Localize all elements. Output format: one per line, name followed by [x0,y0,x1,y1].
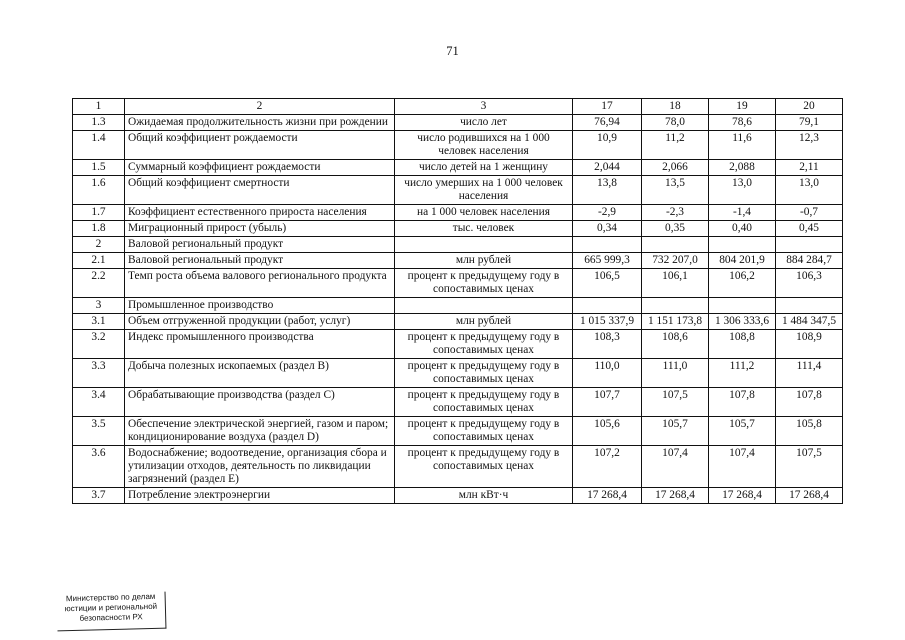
table-header-row [73,99,843,115]
value-cell: 106,3 [776,269,843,298]
value-cell: 76,94 [573,115,642,131]
registration-stamp [57,592,167,632]
value-cell: 111,4 [776,359,843,388]
indicator-name-cell: Добыча полезных ископаемых (раздел B) [125,359,395,388]
value-cell: 884 284,7 [776,253,843,269]
stamp-line: юстиции и региональной [64,601,158,614]
header-cell: 19 [709,99,776,115]
unit-cell: число умерших на 1 000 человек населения [395,176,573,205]
value-cell: 107,5 [776,446,843,488]
table-row [73,298,843,314]
indicator-name-cell: Валовой региональный продукт [125,237,395,253]
table-row [73,388,843,417]
value-cell: -1,4 [709,205,776,221]
value-cell: 78,0 [642,115,709,131]
unit-cell [395,237,573,253]
value-cell: 78,6 [709,115,776,131]
table-body [73,99,843,504]
value-cell: 13,5 [642,176,709,205]
unit-cell: число детей на 1 женщину [395,160,573,176]
table-row [73,221,843,237]
value-cell: 106,5 [573,269,642,298]
value-cell: 13,8 [573,176,642,205]
indicator-name-cell: Суммарный коэффициент рождаемости [125,160,395,176]
value-cell: 13,0 [709,176,776,205]
value-cell: 107,8 [709,388,776,417]
value-cell: 0,35 [642,221,709,237]
value-cell: 0,34 [573,221,642,237]
table-row [73,314,843,330]
unit-cell: процент к предыдущему году в сопоставимых ценах [395,359,573,388]
table-row [73,115,843,131]
value-cell: 13,0 [776,176,843,205]
value-cell: 108,9 [776,330,843,359]
row-number-cell: 3.7 [73,488,125,504]
page-number: 71 [446,44,459,58]
header-cell: 17 [573,99,642,115]
row-number-cell: 3.2 [73,330,125,359]
value-cell [573,298,642,314]
value-cell: 111,2 [709,359,776,388]
table-row [73,205,843,221]
indicator-name-cell: Обрабатывающие производства (раздел C) [125,388,395,417]
value-cell: 804 201,9 [709,253,776,269]
value-cell [573,237,642,253]
value-cell: 105,7 [709,417,776,446]
value-cell: 107,7 [573,388,642,417]
indicator-name-cell: Объем отгруженной продукции (работ, услуг) [125,314,395,330]
row-number-cell: 1.4 [73,131,125,160]
unit-cell: число лет [395,115,573,131]
value-cell: 108,8 [709,330,776,359]
row-number-cell: 2 [73,237,125,253]
value-cell: 2,088 [709,160,776,176]
row-number-cell: 1.5 [73,160,125,176]
value-cell: 12,3 [776,131,843,160]
indicator-name-cell: Валовой региональный продукт [125,253,395,269]
value-cell: 2,11 [776,160,843,176]
row-number-cell: 3.5 [73,417,125,446]
header-cell: 3 [395,99,573,115]
indicator-name-cell: Индекс промышленного производства [125,330,395,359]
value-cell: 107,5 [642,388,709,417]
value-cell: 1 306 333,6 [709,314,776,330]
table-row [73,446,843,488]
value-cell: 107,8 [776,388,843,417]
value-cell: 107,2 [573,446,642,488]
indicator-name-cell: Коэффициент естественного прироста населения [125,205,395,221]
table-row [73,417,843,446]
table-row [73,359,843,388]
value-cell: 17 268,4 [709,488,776,504]
value-cell: 17 268,4 [642,488,709,504]
value-cell [776,298,843,314]
value-cell: 105,7 [642,417,709,446]
unit-cell: процент к предыдущему году в сопоставимых ценах [395,269,573,298]
table-row [73,176,843,205]
value-cell: 107,4 [709,446,776,488]
value-cell [709,298,776,314]
table-row [73,488,843,504]
row-number-cell: 1.7 [73,205,125,221]
value-cell: -2,3 [642,205,709,221]
table-row [73,269,843,298]
value-cell: 105,6 [573,417,642,446]
indicator-name-cell: Промышленное производство [125,298,395,314]
unit-cell: млн рублей [395,253,573,269]
indicator-name-cell: Ожидаемая продолжительность жизни при рождении [125,115,395,131]
value-cell: 732 207,0 [642,253,709,269]
header-cell: 20 [776,99,843,115]
value-cell: 107,4 [642,446,709,488]
value-cell: 17 268,4 [573,488,642,504]
value-cell: -0,7 [776,205,843,221]
value-cell: 106,2 [709,269,776,298]
table-row [73,253,843,269]
indicator-name-cell: Общий коэффициент смертности [125,176,395,205]
value-cell [709,237,776,253]
value-cell [642,237,709,253]
indicator-name-cell: Потребление электроэнергии [125,488,395,504]
unit-cell: процент к предыдущему году в сопоставимых ценах [395,330,573,359]
unit-cell [395,298,573,314]
row-number-cell: 3.3 [73,359,125,388]
stamp-line: Министерство по делам [65,591,156,604]
row-number-cell: 3 [73,298,125,314]
value-cell: -2,9 [573,205,642,221]
value-cell: 0,40 [709,221,776,237]
value-cell [642,298,709,314]
value-cell: 1 151 173,8 [642,314,709,330]
row-number-cell: 3.6 [73,446,125,488]
unit-cell: число родившихся на 1 000 человек населения [395,131,573,160]
value-cell: 79,1 [776,115,843,131]
indicator-name-cell: Миграционный прирост (убыль) [125,221,395,237]
unit-cell: на 1 000 человек населения [395,205,573,221]
stamp-line: безопасности РХ [79,612,143,623]
indicator-name-cell: Водоснабжение; водоотведение, организация сбора и утилизации отходов, деятельность по ликвидации загрязнений (раздел E) [125,446,395,488]
row-number-cell: 3.4 [73,388,125,417]
indicator-name-cell: Обеспечение электрической энергией, газом и паром; кондиционирование воздуха (раздел D) [125,417,395,446]
unit-cell: процент к предыдущему году в сопоставимых ценах [395,446,573,488]
row-number-cell: 2.2 [73,269,125,298]
unit-cell: процент к предыдущему году в сопоставимых ценах [395,388,573,417]
value-cell: 108,6 [642,330,709,359]
table-row [73,330,843,359]
value-cell: 111,0 [642,359,709,388]
indicator-name-cell: Общий коэффициент рождаемости [125,131,395,160]
table-row [73,131,843,160]
row-number-cell: 1.3 [73,115,125,131]
header-cell: 2 [125,99,395,115]
unit-cell: процент к предыдущему году в сопоставимых ценах [395,417,573,446]
row-number-cell: 3.1 [73,314,125,330]
header-cell: 18 [642,99,709,115]
table-row [73,237,843,253]
value-cell: 110,0 [573,359,642,388]
value-cell [776,237,843,253]
table-row [73,160,843,176]
indicator-name-cell: Темп роста объема валового регионального продукта [125,269,395,298]
value-cell: 2,044 [573,160,642,176]
value-cell: 1 015 337,9 [573,314,642,330]
value-cell: 2,066 [642,160,709,176]
value-cell: 106,1 [642,269,709,298]
value-cell: 665 999,3 [573,253,642,269]
row-number-cell: 2.1 [73,253,125,269]
value-cell: 108,3 [573,330,642,359]
value-cell: 10,9 [573,131,642,160]
value-cell: 105,8 [776,417,843,446]
data-table [72,98,843,504]
value-cell: 11,6 [709,131,776,160]
value-cell: 1 484 347,5 [776,314,843,330]
value-cell: 0,45 [776,221,843,237]
unit-cell: млн рублей [395,314,573,330]
row-number-cell: 1.6 [73,176,125,205]
row-number-cell: 1.8 [73,221,125,237]
value-cell: 11,2 [642,131,709,160]
unit-cell: тыс. человек [395,221,573,237]
header-cell: 1 [73,99,125,115]
value-cell: 17 268,4 [776,488,843,504]
unit-cell: млн кВт·ч [395,488,573,504]
